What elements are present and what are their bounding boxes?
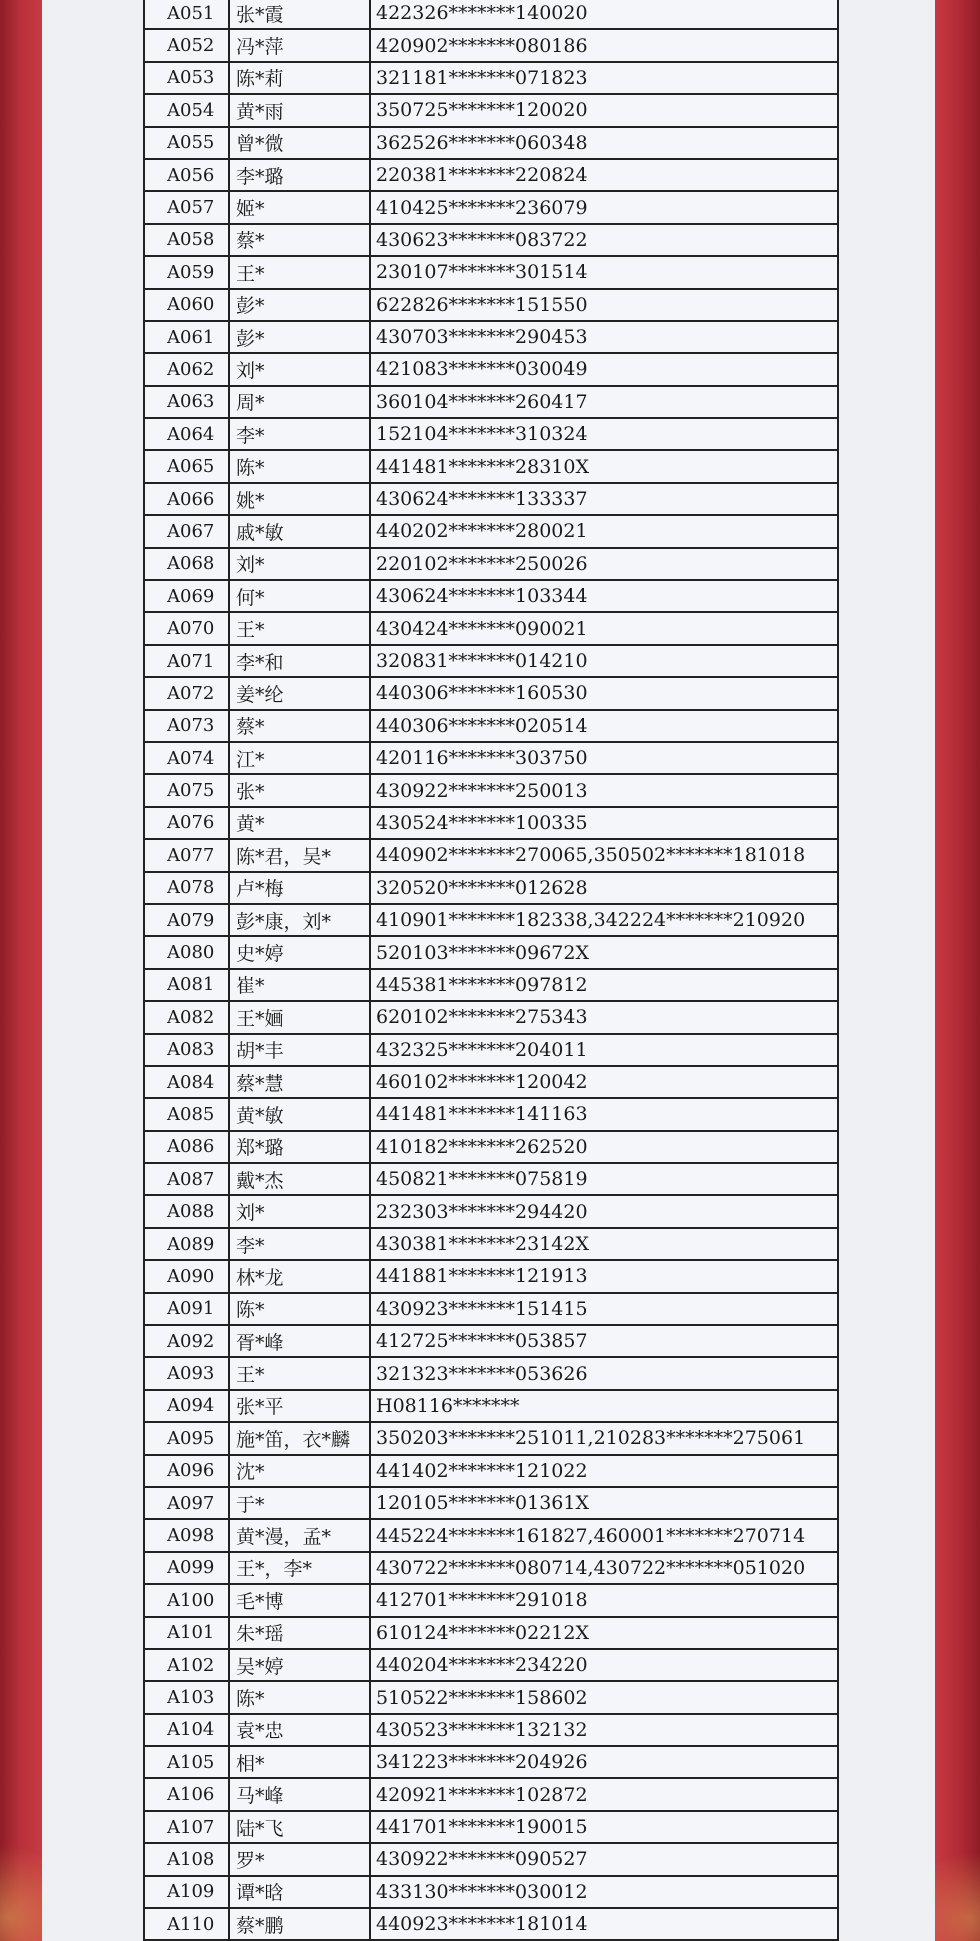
row-id-number: 430523*******132132: [376, 1718, 588, 1741]
table-row: [145, 905, 837, 937]
row-name: 刘*: [230, 549, 371, 579]
table-row: [145, 1229, 837, 1261]
row-id-number: 362526*******060348: [376, 131, 588, 154]
row-number: A077: [145, 840, 230, 870]
row-id-number: 440306*******160530: [376, 682, 588, 705]
row-id-number: 430722*******080714,430722*******051020: [376, 1556, 806, 1579]
row-number: A093: [145, 1358, 230, 1388]
row-id-number: 430923*******151415: [376, 1297, 588, 1320]
row-name: 史*婷: [230, 937, 371, 967]
row-name: 何*: [230, 581, 371, 611]
table-row: [145, 1553, 837, 1585]
row-number: A061: [145, 322, 230, 352]
row-name: 李*: [230, 419, 371, 449]
row-number: A089: [145, 1229, 230, 1259]
table-row: [145, 1164, 837, 1196]
row-id-number: 430623*******083722: [376, 228, 588, 251]
row-number: A059: [145, 257, 230, 287]
row-number: A101: [145, 1618, 230, 1648]
row-id-number: 430381*******23142X: [376, 1233, 589, 1256]
row-name: 李*: [230, 1229, 371, 1259]
row-id-number: 445224*******161827,460001*******270714: [376, 1524, 806, 1547]
row-id-number: 412725*******053857: [376, 1330, 588, 1353]
row-id-number: 421083*******030049: [376, 358, 588, 381]
row-id-number: 320831*******014210: [376, 650, 588, 672]
row-id-number: 610124*******02212X: [376, 1621, 589, 1644]
row-name: 王*: [230, 257, 371, 287]
row-id-number: 441481*******141163: [376, 1103, 588, 1126]
row-number: A055: [145, 128, 230, 158]
row-id-number: 510522*******158602: [376, 1686, 588, 1709]
row-number: A096: [145, 1456, 230, 1486]
table-row: [145, 0, 837, 30]
row-name: 彭*康，刘*: [230, 905, 371, 935]
row-name: 蔡*鹏: [230, 1909, 371, 1939]
row-id-number: 410901*******182338,342224*******210920: [376, 909, 806, 932]
row-name: 郑*璐: [230, 1132, 371, 1162]
table-row: [145, 484, 837, 516]
row-number: A083: [145, 1035, 230, 1065]
row-number: A053: [145, 63, 230, 93]
row-number: A051: [145, 0, 230, 28]
table-row: [145, 1520, 837, 1552]
row-number: A086: [145, 1132, 230, 1162]
row-number: A087: [145, 1164, 230, 1194]
row-name: 崔*: [230, 970, 371, 1000]
row-name: 曾*微: [230, 128, 371, 158]
row-number: A073: [145, 711, 230, 741]
row-name: 黄*敏: [230, 1099, 371, 1129]
row-name: 周*: [230, 387, 371, 417]
row-name: 姜*纶: [230, 678, 371, 708]
row-number: A103: [145, 1682, 230, 1712]
row-name: 黄*: [230, 808, 371, 838]
row-name: 王*婳: [230, 1002, 371, 1032]
row-id-number: 360104*******260417: [376, 390, 588, 413]
row-name: 彭*: [230, 290, 371, 320]
row-id-number: H08116*******: [376, 1394, 520, 1417]
row-name: 张*: [230, 775, 371, 805]
table-row: [145, 1650, 837, 1682]
row-name: 蔡*慧: [230, 1067, 371, 1097]
row-name: 王*: [230, 613, 371, 643]
table-row: [145, 1358, 837, 1390]
row-name: 相*: [230, 1747, 371, 1777]
row-id-number: 430624*******133337: [376, 488, 588, 511]
row-number: A092: [145, 1326, 230, 1356]
row-name: 王*: [230, 1358, 371, 1388]
row-name: 施*笛，衣*麟: [230, 1423, 371, 1453]
row-name: 黄*雨: [230, 95, 371, 125]
row-name: 蔡*: [230, 225, 371, 255]
table-row: [145, 840, 837, 872]
row-name: 刘*: [230, 354, 371, 384]
table-row: [145, 1391, 837, 1423]
row-number: A084: [145, 1067, 230, 1097]
table-row: [145, 30, 837, 62]
table-row: [145, 1067, 837, 1099]
row-name: 谭*晗: [230, 1877, 371, 1907]
row-number: A078: [145, 873, 230, 903]
table-row: [145, 1682, 837, 1714]
row-id-number: 232303*******294420: [376, 1200, 588, 1223]
left-decor: [0, 1821, 42, 1941]
row-name: 张*霞: [230, 0, 371, 28]
row-name: 于*: [230, 1488, 371, 1518]
table-row: [145, 451, 837, 483]
table-row: [145, 1779, 837, 1811]
table-row: [145, 743, 837, 775]
row-number: A104: [145, 1715, 230, 1745]
row-number: A069: [145, 581, 230, 611]
row-number: A097: [145, 1488, 230, 1518]
table-row: [145, 1844, 837, 1876]
row-name: 胥*峰: [230, 1326, 371, 1356]
table-row: [145, 1196, 837, 1228]
table-row: [145, 1877, 837, 1909]
table-row: [145, 322, 837, 354]
row-number: A108: [145, 1844, 230, 1874]
row-number: A088: [145, 1196, 230, 1226]
row-number: A072: [145, 678, 230, 708]
table-row: [145, 1747, 837, 1779]
row-id-number: 321181*******071823: [376, 66, 588, 89]
row-number: A098: [145, 1520, 230, 1550]
table-row: [145, 613, 837, 645]
row-name: 江*: [230, 743, 371, 773]
row-id-number: 430524*******100335: [376, 811, 588, 834]
row-id-number: 620102*******275343: [376, 1006, 588, 1029]
row-number: A066: [145, 484, 230, 514]
row-id-number: 430624*******103344: [376, 585, 588, 608]
row-id-number: 420921*******102872: [376, 1783, 588, 1806]
row-number: A085: [145, 1099, 230, 1129]
right-decor: [935, 1831, 980, 1941]
row-number: A102: [145, 1650, 230, 1680]
row-number: A064: [145, 419, 230, 449]
row-name: 朱*瑶: [230, 1618, 371, 1648]
table-row: [145, 1585, 837, 1617]
row-number: A065: [145, 451, 230, 481]
row-name: 毛*博: [230, 1585, 371, 1615]
table-row: [145, 1618, 837, 1650]
row-number: A058: [145, 225, 230, 255]
row-number: A062: [145, 354, 230, 384]
table-row: [145, 873, 837, 905]
row-number: A100: [145, 1585, 230, 1615]
row-id-number: 220381*******220824: [376, 164, 588, 187]
row-number: A070: [145, 613, 230, 643]
table-row: [145, 1456, 837, 1488]
row-name: 黄*漫，孟*: [230, 1520, 371, 1550]
row-id-number: 152104*******310324: [376, 423, 588, 446]
row-id-number: 433130*******030012: [376, 1880, 588, 1903]
row-number: A099: [145, 1553, 230, 1583]
row-name: 林*龙: [230, 1261, 371, 1291]
row-name: 陆*飞: [230, 1812, 371, 1842]
row-number: A067: [145, 516, 230, 546]
row-number: A094: [145, 1391, 230, 1421]
row-name: 戴*杰: [230, 1164, 371, 1194]
row-id-number: 440902*******270065,350502*******181018: [376, 844, 806, 867]
row-name: 王*，李*: [230, 1553, 371, 1583]
table-row: [145, 970, 837, 1002]
row-id-number: 520103*******09672X: [376, 941, 589, 964]
row-name: 袁*忠: [230, 1715, 371, 1745]
row-number: A056: [145, 160, 230, 190]
row-number: A076: [145, 808, 230, 838]
row-id-number: 422326*******140020: [376, 2, 588, 25]
row-id-number: 420116*******303750: [376, 747, 588, 770]
row-number: A105: [145, 1747, 230, 1777]
row-name: 吴*婷: [230, 1650, 371, 1680]
table-row: [145, 1715, 837, 1747]
row-name: 蔡*: [230, 711, 371, 741]
row-id-number: 460102*******120042: [376, 1071, 588, 1094]
table-row: [145, 257, 837, 289]
row-id-number: 430922*******250013: [376, 779, 588, 802]
table-row: [145, 354, 837, 386]
row-name: 陈*: [230, 1294, 371, 1324]
table-row: [145, 711, 837, 743]
row-name: 张*平: [230, 1391, 371, 1421]
row-name: 胡*丰: [230, 1035, 371, 1065]
table-row: [145, 1488, 837, 1520]
table-row: [145, 95, 837, 127]
table-row: [145, 1423, 837, 1455]
row-number: A109: [145, 1877, 230, 1907]
row-number: A052: [145, 30, 230, 60]
table-row: [145, 1132, 837, 1164]
row-number: A107: [145, 1812, 230, 1842]
row-id-number: 441701*******190015: [376, 1816, 588, 1839]
table-row: [145, 128, 837, 160]
row-name: 姬*: [230, 192, 371, 222]
row-id-number: 350203*******251011,210283*******275061: [376, 1427, 806, 1450]
row-number: A106: [145, 1779, 230, 1809]
table-row: [145, 63, 837, 95]
winner-list-table: [143, 0, 839, 1941]
table-row: [145, 678, 837, 710]
row-id-number: 432325*******204011: [376, 1038, 588, 1061]
row-number: A082: [145, 1002, 230, 1032]
row-id-number: 321323*******053626: [376, 1362, 588, 1385]
row-id-number: 341223*******204926: [376, 1751, 588, 1774]
row-id-number: 220102*******250026: [376, 552, 588, 575]
table-row: [145, 387, 837, 419]
table-row: [145, 290, 837, 322]
row-number: A074: [145, 743, 230, 773]
table-row: [145, 1035, 837, 1067]
table-row: [145, 419, 837, 451]
table-row: [145, 1326, 837, 1358]
row-name: 李*璐: [230, 160, 371, 190]
row-id-number: 420902*******080186: [376, 34, 588, 57]
row-id-number: 350725*******120020: [376, 99, 588, 122]
row-id-number: 441881*******121913: [376, 1265, 588, 1288]
row-number: A091: [145, 1294, 230, 1324]
row-number: A057: [145, 192, 230, 222]
row-number: A090: [145, 1261, 230, 1291]
row-name: 冯*萍: [230, 30, 371, 60]
row-id-number: 450821*******075819: [376, 1168, 588, 1191]
row-id-number: 441402*******121022: [376, 1459, 588, 1482]
row-number: A110: [145, 1909, 230, 1939]
table-row: [145, 1294, 837, 1326]
row-name: 刘*: [230, 1196, 371, 1226]
table-row: [145, 937, 837, 969]
row-id-number: 430424*******090021: [376, 617, 588, 640]
row-number: A071: [145, 646, 230, 676]
row-name: 陈*莉: [230, 63, 371, 93]
row-name: 陈*: [230, 451, 371, 481]
table-row: [145, 1909, 837, 1941]
row-name: 戚*敏: [230, 516, 371, 546]
table-row: [145, 225, 837, 257]
row-id-number: 440202*******280021: [376, 520, 588, 543]
row-number: A054: [145, 95, 230, 125]
row-number: A063: [145, 387, 230, 417]
row-name: 姚*: [230, 484, 371, 514]
row-number: A075: [145, 775, 230, 805]
table-row: [145, 160, 837, 192]
row-id-number: 230107*******301514: [376, 261, 588, 284]
row-name: 罗*: [230, 1844, 371, 1874]
table-row: [145, 581, 837, 613]
row-name: 李*和: [230, 646, 371, 676]
table-row: [145, 192, 837, 224]
table-row: [145, 808, 837, 840]
row-name: 彭*: [230, 322, 371, 352]
row-name: 卢*梅: [230, 873, 371, 903]
table-row: [145, 1261, 837, 1293]
row-id-number: 430922*******090527: [376, 1848, 588, 1871]
table-row: [145, 1812, 837, 1844]
row-name: 陈*君，吴*: [230, 840, 371, 870]
table-row: [145, 1099, 837, 1131]
row-id-number: 622826*******151550: [376, 293, 588, 316]
table-row: [145, 516, 837, 548]
row-id-number: 120105*******01361X: [376, 1492, 589, 1515]
row-name: 马*峰: [230, 1779, 371, 1809]
row-id-number: 441481*******28310X: [376, 455, 589, 478]
row-number: A095: [145, 1423, 230, 1453]
row-id-number: 440923*******181014: [376, 1913, 588, 1936]
row-number: A079: [145, 905, 230, 935]
row-id-number: 440204*******234220: [376, 1654, 588, 1677]
row-id-number: 430703*******290453: [376, 326, 588, 349]
row-number: A080: [145, 937, 230, 967]
table-row: [145, 646, 837, 678]
table-row: [145, 549, 837, 581]
row-id-number: 445381*******097812: [376, 973, 588, 996]
row-number: A068: [145, 549, 230, 579]
row-id-number: 440306*******020514: [376, 714, 588, 737]
row-number: A060: [145, 290, 230, 320]
row-number: A081: [145, 970, 230, 1000]
table-row: [145, 775, 837, 807]
row-name: 沈*: [230, 1456, 371, 1486]
row-id-number: 320520*******012628: [376, 876, 588, 899]
row-id-number: 410425*******236079: [376, 196, 588, 219]
row-name: 陈*: [230, 1682, 371, 1712]
table-row: [145, 1002, 837, 1034]
row-id-number: 412701*******291018: [376, 1589, 588, 1612]
row-id-number: 410182*******262520: [376, 1135, 588, 1158]
